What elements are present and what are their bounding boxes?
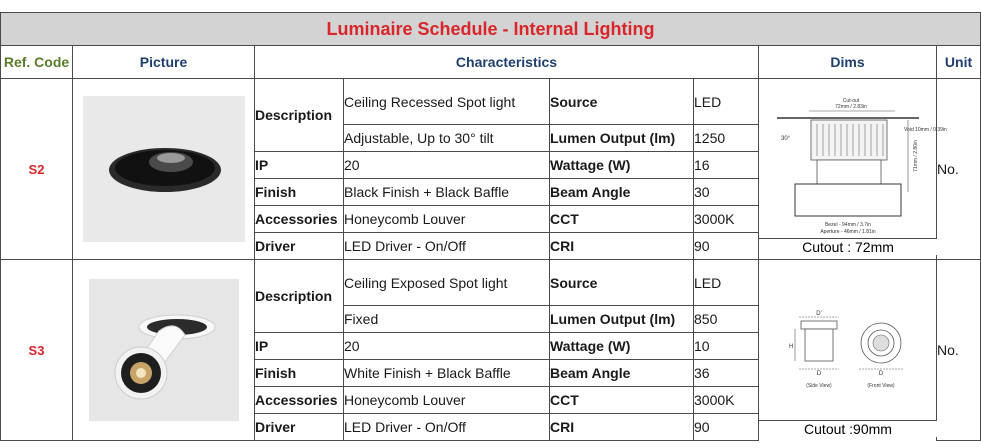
- unit-s2: No.: [937, 79, 981, 260]
- drawing-d-top: D': [816, 310, 822, 317]
- dims-drawing-s3: [759, 260, 937, 441]
- beam-label-s3: Beam Angle: [550, 360, 694, 387]
- cri-value-s3: 90: [694, 414, 759, 441]
- recessed-spot-light-image: [83, 96, 245, 242]
- accessories-label-s2: Accessories: [255, 206, 344, 233]
- accessories-label-s3: Accessories: [255, 387, 344, 414]
- header-characteristics: Characteristics: [255, 46, 759, 79]
- drawing-cutout-label: Cut-out: [842, 97, 860, 104]
- drawing-d-front: D: [878, 370, 884, 377]
- ip-label-s2: IP: [255, 152, 344, 179]
- description-1-s2: Ceiling Recessed Spot light: [344, 79, 550, 125]
- schedule-title: Luminaire Schedule - Internal Lighting: [1, 13, 981, 46]
- description-label-s2: Description: [255, 79, 344, 152]
- description-label-s3: Description: [255, 260, 344, 333]
- finish-value-s3: White Finish + Black Baffle: [344, 360, 550, 387]
- drawing-aperture: Aperture - 46mm / 1.81in: [820, 228, 876, 235]
- description-2-s3: Fixed: [344, 306, 550, 333]
- accessories-value-s3: Honeycomb Louver: [344, 387, 550, 414]
- source-label-s2: Source: [550, 79, 694, 125]
- cri-label-s3: CRI: [550, 414, 694, 441]
- drawing-front-view: (Front View): [867, 382, 895, 389]
- finish-label-s3: Finish: [255, 360, 344, 387]
- ref-code-s2: S2: [1, 79, 73, 260]
- cct-label-s2: CCT: [550, 206, 694, 233]
- exposed-spot-light-image: [89, 279, 239, 421]
- header-picture: Picture: [73, 46, 255, 79]
- drawing-height: 71mm / 2.80in: [913, 139, 919, 172]
- beam-value-s3: 36: [694, 360, 759, 387]
- header-unit: Unit: [937, 46, 981, 79]
- drawing-bezel: Bezel - 94mm / 3.7in: [825, 221, 871, 228]
- ref-code-s3: S3: [1, 260, 73, 441]
- drawing-void: Void 10mm / 0.39in: [904, 126, 947, 133]
- header-ref-code: Ref. Code: [1, 46, 73, 79]
- drawing-h: H: [789, 343, 794, 350]
- driver-label-s3: Driver: [255, 414, 344, 441]
- drawing-d-side: D: [816, 370, 822, 377]
- lumen-label-s2: Lumen Output (lm): [550, 125, 694, 152]
- beam-label-s2: Beam Angle: [550, 179, 694, 206]
- source-label-s3: Source: [550, 260, 694, 306]
- driver-value-s2: LED Driver - On/Off: [344, 233, 550, 260]
- beam-value-s2: 30: [694, 179, 759, 206]
- ip-value-s2: 20: [344, 152, 550, 179]
- drawing-cutout-dim: 72mm / 2.83in: [835, 103, 867, 110]
- cct-label-s3: CCT: [550, 387, 694, 414]
- wattage-value-s3: 10: [694, 333, 759, 360]
- source-value-s2: LED: [694, 79, 759, 125]
- finish-value-s2: Black Finish + Black Baffle: [344, 179, 550, 206]
- lumen-label-s3: Lumen Output (lm): [550, 306, 694, 333]
- driver-value-s3: LED Driver - On/Off: [344, 414, 550, 441]
- dims-drawing-s2: [759, 79, 947, 260]
- lumen-value-s2: 1250: [694, 125, 759, 152]
- cct-value-s3: 3000K: [694, 387, 759, 414]
- exposed-spot-drawing: [759, 275, 937, 423]
- recessed-spot-drawing: [759, 94, 947, 242]
- cutout-s2: Cutout : 72mm: [759, 238, 937, 255]
- finish-label-s2: Finish: [255, 179, 344, 206]
- driver-label-s2: Driver: [255, 233, 344, 260]
- ip-label-s3: IP: [255, 333, 344, 360]
- cutout-s3: Cutout :90mm: [759, 420, 937, 437]
- description-1-s3: Ceiling Exposed Spot light: [344, 260, 550, 306]
- cct-value-s2: 3000K: [694, 206, 759, 233]
- wattage-value-s2: 16: [694, 152, 759, 179]
- wattage-label-s2: Wattage (W): [550, 152, 694, 179]
- ip-value-s3: 20: [344, 333, 550, 360]
- drawing-tilt: 30°: [781, 135, 791, 142]
- lumen-value-s3: 850: [694, 306, 759, 333]
- luminaire-schedule-table: [0, 12, 981, 441]
- source-value-s3: LED: [694, 260, 759, 306]
- header-dims: Dims: [759, 46, 937, 79]
- description-2-s2: Adjustable, Up to 30° tilt: [344, 125, 550, 152]
- unit-s3: No.: [937, 260, 981, 441]
- wattage-label-s3: Wattage (W): [550, 333, 694, 360]
- picture-s3: [73, 260, 255, 441]
- accessories-value-s2: Honeycomb Louver: [344, 206, 550, 233]
- cri-value-s2: 90: [694, 233, 759, 260]
- drawing-side-view: (Side View): [806, 382, 832, 389]
- cri-label-s2: CRI: [550, 233, 694, 260]
- picture-s2: [73, 79, 255, 260]
